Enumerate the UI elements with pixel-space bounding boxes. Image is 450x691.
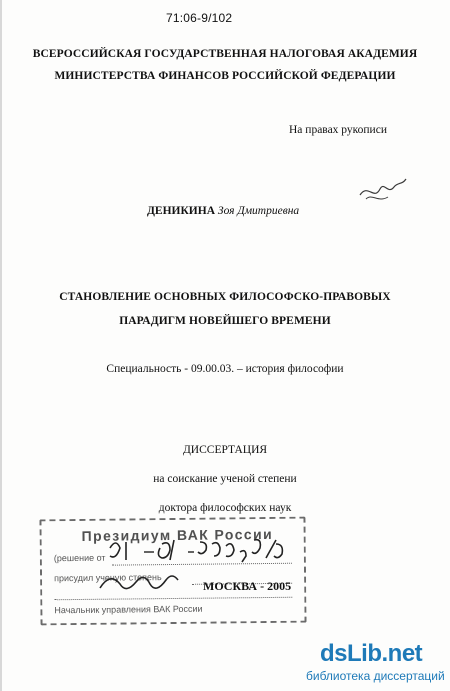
shelfmark: 71:06-9/102 xyxy=(166,11,233,25)
author-given-names: Зоя Дмитриевна xyxy=(217,205,300,217)
watermark-logo xyxy=(300,638,450,691)
logo-text: dsLib.net xyxy=(320,640,423,667)
author-surname: ДЕНИКИНА xyxy=(147,205,216,217)
institution-line-2: МИНИСТЕРСТВА ФИНАНСОВ РОССИЙСКОЙ ФЕДЕРАЦИИ xyxy=(54,70,396,82)
signature-mark-icon xyxy=(358,175,408,205)
stamp-awarded-label: присудил ученую степень xyxy=(54,572,162,584)
institution-line-1: ВСЕРОССИЙСКАЯ ГОСУДАРСТВЕННАЯ НАЛОГОВАЯ АКАДЕМИЯ xyxy=(32,48,418,60)
handwritten-date-icon xyxy=(40,518,302,620)
dissertation-title-line-2: ПАРАДИГМ НОВЕЙШЕГО ВРЕМЕНИ xyxy=(119,315,331,327)
dissertation-title-line-1: СТАНОВЛЕНИЕ ОСНОВНЫХ ФИЛОСОФСКО-ПРАВОВЫХ xyxy=(59,291,391,303)
city-year: МОСКВА - 2005 xyxy=(203,579,292,593)
specialty-line: Специальность - 09.00.03. – история философии xyxy=(106,363,344,375)
stamp-chief-label: Начальник управления ВАК России xyxy=(54,603,203,616)
logo-subtitle: библиотека диссертаций xyxy=(306,669,445,683)
stamp-decision-label: (решение от xyxy=(53,552,106,564)
manuscript-note: На правах рукописи xyxy=(289,124,387,136)
stamp-title: Президиум ВАК России xyxy=(81,525,274,544)
author-name xyxy=(147,205,299,217)
degree-purpose: на соискание ученой степени xyxy=(153,473,297,485)
scan-edge xyxy=(0,0,2,691)
degree-name: доктора философских наук xyxy=(158,502,292,514)
document-type: ДИССЕРТАЦИЯ xyxy=(182,444,268,456)
